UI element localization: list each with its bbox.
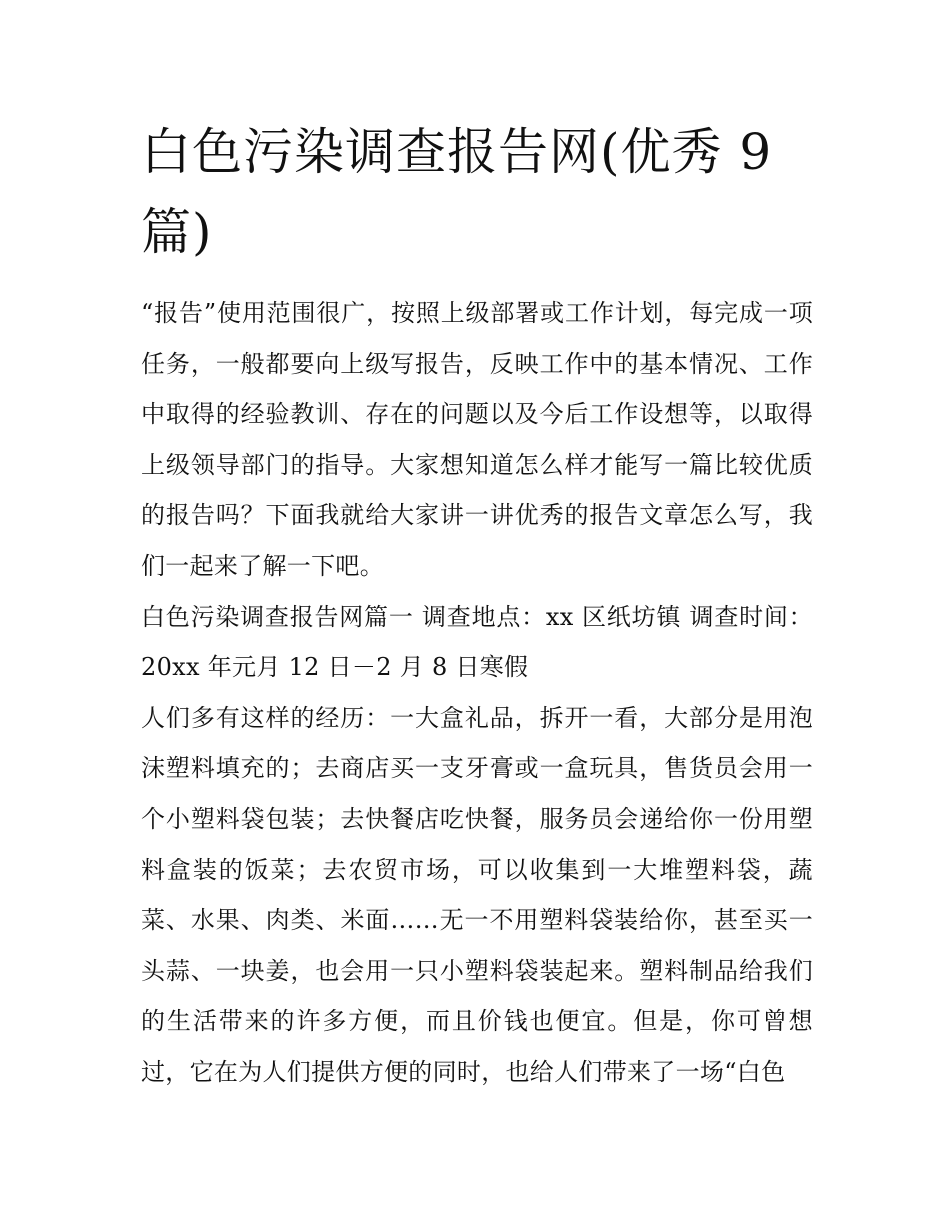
document-page xyxy=(141,112,813,1098)
survey-info-paragraph: 白色污染调查报告网篇一 调查地点：xx 区纸坊镇 调查时间：20xx 年元月 12 日－2 月 8 日寒假 xyxy=(141,602,813,682)
body-paragraph: 人们多有这样的经历：一大盒礼品，拆开一看，大部分是用泡沫塑料填充的；去商店买一支牙膏或一盒玩具，售货员会用一个小塑料袋包装；去快餐店吃快餐，服务员会递给你一份用塑料盒装的饭菜；去农贸市场，可以收集到一大堆塑料袋，蔬菜、水果、肉类、米面……无一不用塑料袋装给你，甚至买一头蒜、一块姜，也会用一只小塑料袋装起来。塑料制品给我们的生活带来的许多方便，而且价钱也便宜。但是，你可曾想过，它在为人们提供方便的同时，也给人们带来了一场“白色 xyxy=(141,703,813,1086)
intro-paragraph: “报告”使用范围很广，按照上级部署或工作计划，每完成一项任务，一般都要向上级写报告，反映工作中的基本情况、工作中取得的经验教训、存在的问题以及今后工作设想等，以取得上级领导部门的指导。大家想知道怎么样才能写一篇比较优质的报告吗？下面我就给大家讲一讲优秀的报告文章怎么写，我们一起来了解一下吧。 xyxy=(141,299,813,580)
document-title: 白色污染调查报告网(优秀 9 篇) xyxy=(141,123,773,261)
